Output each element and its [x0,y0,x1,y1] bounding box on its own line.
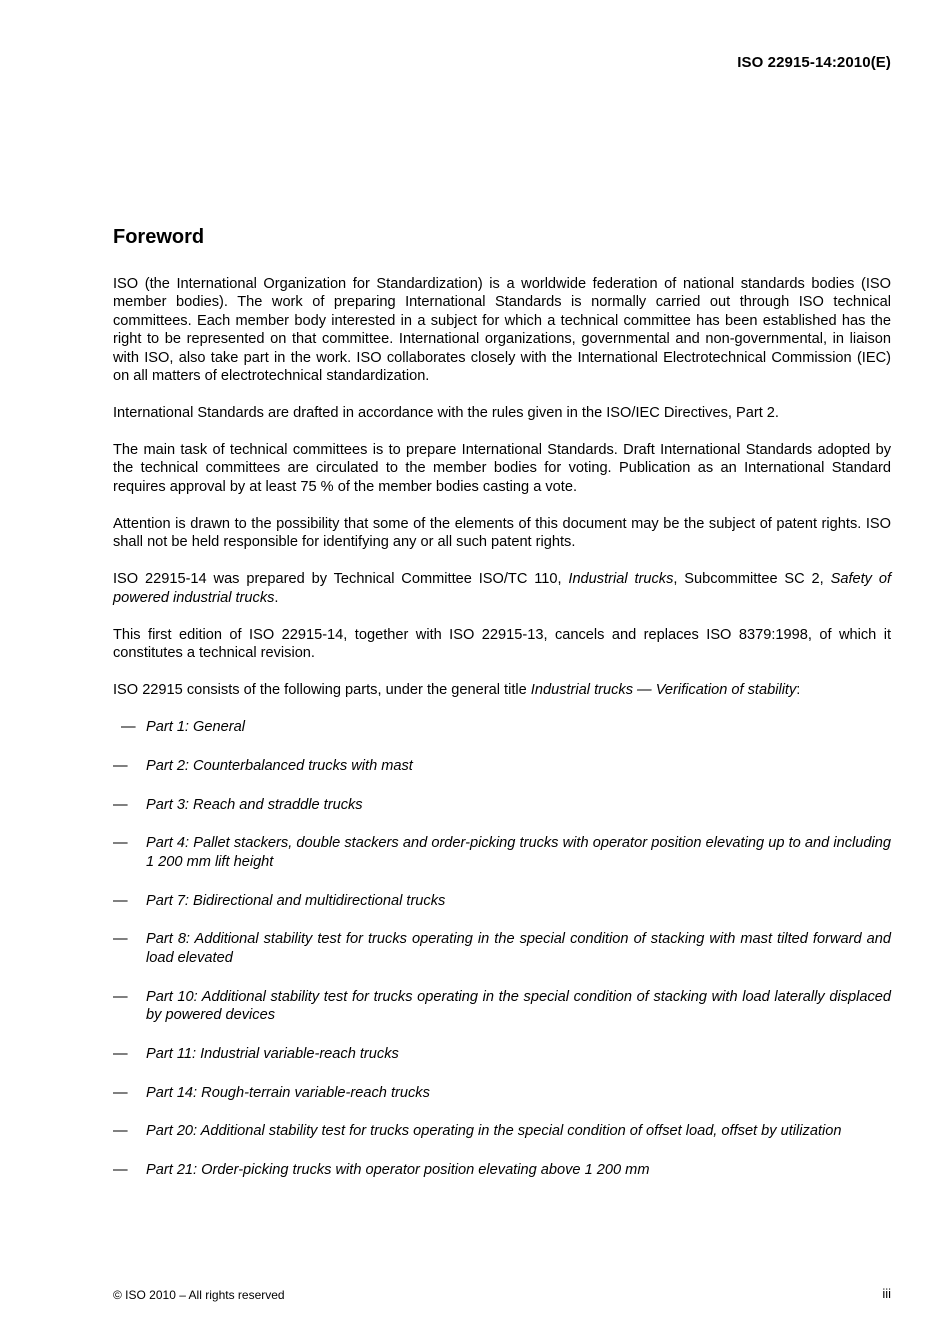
paragraph-directives: International Standards are drafted in accordance with the rules given in the ISO/IEC Directives, Part 2. [113,405,779,422]
part-title: Part 2: Counterbalanced trucks with mast [146,757,413,774]
part-title: Part 7: Bidirectional and multidirectional trucks [146,892,446,909]
part-title: Part 3: Reach and straddle trucks [146,796,363,813]
paragraph-patent-rights: Attention is drawn to the possibility that some of the elements of this document may be the subject of patent rights. ISO shall not be held responsible for identifying any or all such patent rights. [113,515,891,551]
dash: — [113,1084,128,1101]
colon: : [796,682,801,699]
dash: — [113,796,128,813]
subcommittee-text: , Subcommittee SC 2, [673,571,831,588]
list-item [113,718,891,736]
dash: — [113,1123,128,1140]
list-item [113,1122,891,1140]
dash: — [113,757,128,774]
subcommittee-title: Safety of powered industrial trucks [113,571,891,606]
sentence-end: . [274,589,279,606]
list-item [113,892,891,910]
part-title: Part 11: Industrial variable-reach trucks [146,1045,399,1062]
copyright-notice: © ISO 2010 – All rights reserved [113,1288,285,1302]
list-item [113,1161,891,1179]
parts-list [113,718,891,1180]
list-item [113,930,891,967]
document-id: ISO 22915-14:2010(E) [737,54,891,71]
committee-title: Industrial trucks [568,571,674,588]
part-title: Part 10: Additional stability test for trucks operating in the special condition of stacking with load laterally displaced by powered devices [146,988,891,1024]
part-title: Part 21: Order-picking trucks with operator position elevating above 1 200 mm [146,1162,650,1179]
part-title: Part 20: Additional stability test for trucks operating in the special condition of offset load, offset by utilization [146,1123,842,1140]
foreword-section [113,224,891,1200]
dash: — [113,931,128,948]
part-title: Part 14: Rough-terrain variable-reach trucks [146,1084,430,1101]
dash: — [121,719,136,736]
paragraph-parts-intro [113,681,891,699]
list-item [113,1084,891,1102]
dash: — [113,892,128,909]
part-title: Part 8: Additional stability test for trucks operating in the special condition of stacking with mast tilted forward and load elevated [146,931,891,966]
dash: — [113,1162,128,1179]
part-title: Part 1: General [146,719,245,736]
list-item [113,1045,891,1063]
paragraph-iso-intro: ISO (the International Organization for Standardization) is a worldwide federation of national standards bodies (ISO member bodies). The work of preparing International Standards is normally carried out through ISO technical committees. Each member body interested in a subject for which a technical committee has been established has the right to be represented on that committee. International organizations, governmental and non-governmental, in liaison with ISO, also take part in the work. ISO collaborates closely with the International Electrotechnical Commission (IEC) on all matters of electrotechnical standardization. [113,276,891,385]
list-item [113,796,891,814]
page-number: iii [882,1286,891,1301]
part-title: Part 4: Pallet stackers, double stackers and order-picking trucks with operator position elevating up to and including 1 200 mm lift height [146,835,891,870]
page-title: Foreword [113,226,205,248]
general-title: Industrial trucks — Verification of stability [530,682,797,699]
list-item [113,988,891,1025]
parts-intro-text: ISO 22915 consists of the following parts, under the general title [113,682,531,699]
prepared-by-text: ISO 22915-14 was prepared by Technical Committee ISO/TC 110, [113,571,569,588]
paragraph-prepared-by [113,570,891,607]
paragraph-edition: This first edition of ISO 22915-14, together with ISO 22915-13, cancels and replaces ISO 8379:1998, of which it constitutes a technical revision. [113,626,891,662]
dash: — [113,988,128,1005]
paragraph-technical-committees: The main task of technical committees is to prepare International Standards. Draft International Standards adopted by the technical committees are circulated to the member bodies for voting. Publication as an International Standard requires approval by at least 75 % of the member bodies casting a vote. [113,442,891,495]
dash: — [113,835,128,852]
list-item [113,834,891,871]
dash: — [113,1045,128,1062]
list-item [113,757,891,775]
